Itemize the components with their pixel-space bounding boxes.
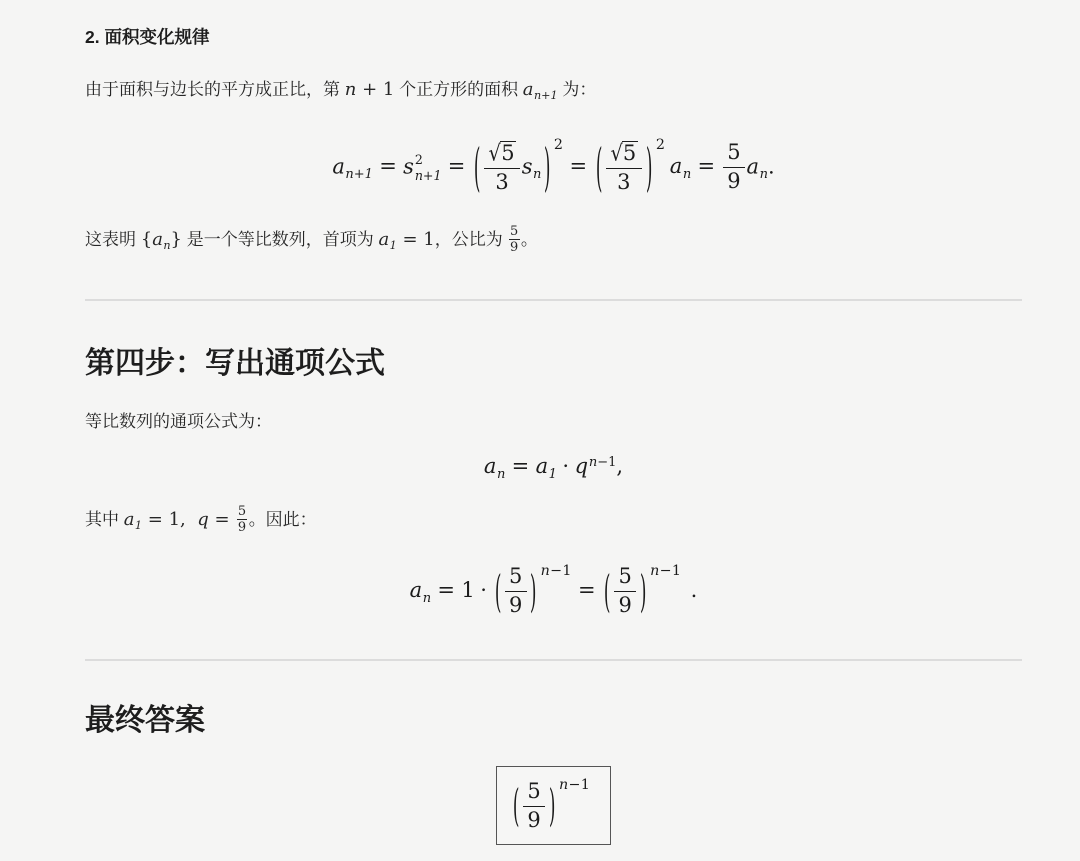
right-paren: )	[639, 566, 647, 617]
formula-general-term	[85, 451, 1022, 485]
math-exponent: n−1	[540, 562, 572, 579]
equals-sign: =	[379, 154, 397, 179]
math-subscript: n	[533, 166, 542, 182]
text-run: ，公比为	[434, 229, 508, 249]
math-symbol: a	[535, 454, 549, 479]
math-sqrt: √5	[488, 140, 515, 166]
math-fraction-5-9: $\frac{5}{9}$	[505, 565, 527, 618]
math-subscript: 1	[548, 466, 557, 482]
math-row	[410, 563, 698, 618]
right-paren: )	[543, 138, 551, 198]
paragraph-area-intro	[85, 77, 1022, 109]
section-divider	[85, 659, 1022, 661]
formula-final-derivation	[85, 553, 1022, 628]
right-paren: )	[548, 780, 556, 832]
final-answer-row	[85, 766, 1022, 845]
text-run: 是一个等比数列，首项为	[182, 229, 379, 249]
equals-sign: =	[437, 578, 456, 602]
text-run: 由于面积与边长的平方成正比，第	[85, 79, 345, 99]
math-symbol: q	[574, 454, 589, 479]
text-run: 这表明	[85, 229, 141, 249]
math-symbol: a	[409, 578, 423, 602]
math-fraction-5-9: $\frac{5}{9}$	[523, 780, 545, 833]
math-symbol: a	[669, 154, 683, 179]
math-subscript: n	[496, 466, 506, 482]
left-paren: (	[603, 566, 611, 617]
period: .	[767, 154, 775, 179]
section-heading-step4: 第四步：写出通项公式	[85, 346, 385, 380]
math-fraction-5-9: $\frac{5}{9}$	[510, 223, 519, 256]
right-paren: )	[530, 566, 537, 617]
math-fraction-5-9: $\frac{5}{9}$	[723, 141, 745, 194]
left-paren: (	[512, 780, 520, 832]
math-fraction-sqrt5-3: $\frac{√5}{3}$	[606, 141, 642, 195]
math-inline-a-n1: $a_{n+1}$	[522, 78, 558, 102]
left-paren: (	[494, 566, 502, 617]
subsection-heading-area-rule: 2. 面积变化规律	[85, 27, 210, 47]
math-inline-a1-eq-1: $a_1 = 1$, q = $\frac{5}{9}$	[123, 503, 247, 536]
text-run: 。因此：	[248, 509, 317, 529]
formula-recurrence	[85, 121, 1022, 211]
period: .	[690, 578, 698, 602]
math-fraction-5-9: $\frac{5}{9}$	[237, 503, 247, 536]
section-heading-final-answer: 最终答案	[85, 703, 205, 737]
cdot-operator: ⋅	[479, 578, 488, 602]
math-row	[511, 777, 590, 832]
equals-sign: =	[569, 154, 588, 179]
math-subscript: n	[422, 590, 432, 606]
section-divider	[85, 299, 1022, 301]
paragraph-general-formula-lead: 等比数列的通项公式为：	[85, 412, 272, 432]
equals-sign: =	[697, 154, 716, 179]
math-subscript: n	[682, 166, 692, 182]
equals-sign: =	[577, 578, 596, 602]
final-answer-box	[496, 766, 611, 845]
math-inline-set-an: $\{a_n\}$	[140, 228, 182, 252]
math-subscript: n+1	[345, 166, 373, 182]
equals-sign: =	[447, 154, 466, 179]
comma: ,	[616, 454, 624, 479]
math-exponent: 2	[553, 136, 564, 153]
paragraph-given-values	[85, 505, 1022, 539]
math-inline-a1-eq-1: $a_1 = 1$	[378, 228, 435, 252]
left-paren: (	[473, 138, 481, 198]
math-exponent: n−1	[588, 455, 617, 471]
text-run: 其中	[85, 509, 124, 529]
math-inline-ratio	[507, 223, 520, 256]
math-symbol: a	[746, 154, 760, 179]
text-run: 为：	[557, 79, 597, 99]
right-paren: )	[645, 138, 653, 198]
math-exponent: n−1	[559, 777, 591, 794]
math-exponent: 2	[655, 136, 666, 153]
math-row	[484, 454, 623, 482]
math-symbol: a	[483, 454, 497, 479]
paragraph-geometric-conclusion	[85, 225, 1022, 259]
math-subscript: n	[759, 166, 768, 182]
equals-sign: =	[511, 454, 530, 479]
math-symbol: s	[521, 154, 533, 179]
text-run: 。	[520, 229, 538, 249]
text-run: 个正方形的面积	[394, 79, 523, 99]
math-sqrt: √5	[610, 140, 637, 166]
math-number: 1	[461, 578, 475, 602]
math-exponent: n−1	[650, 562, 682, 579]
left-paren: (	[595, 138, 603, 198]
math-row	[332, 136, 775, 198]
math-symbol: s	[403, 154, 414, 179]
math-fraction-5-9: $\frac{5}{9}$	[614, 565, 636, 618]
cdot-operator: ⋅	[562, 454, 570, 479]
math-supsub-stack: 2 n+1	[414, 151, 442, 183]
math-symbol: a	[332, 154, 345, 179]
math-inline-n-plus-1: n + 1	[344, 78, 395, 100]
math-fraction-sqrt5-3: $\frac{√5}{3}$	[484, 141, 520, 195]
